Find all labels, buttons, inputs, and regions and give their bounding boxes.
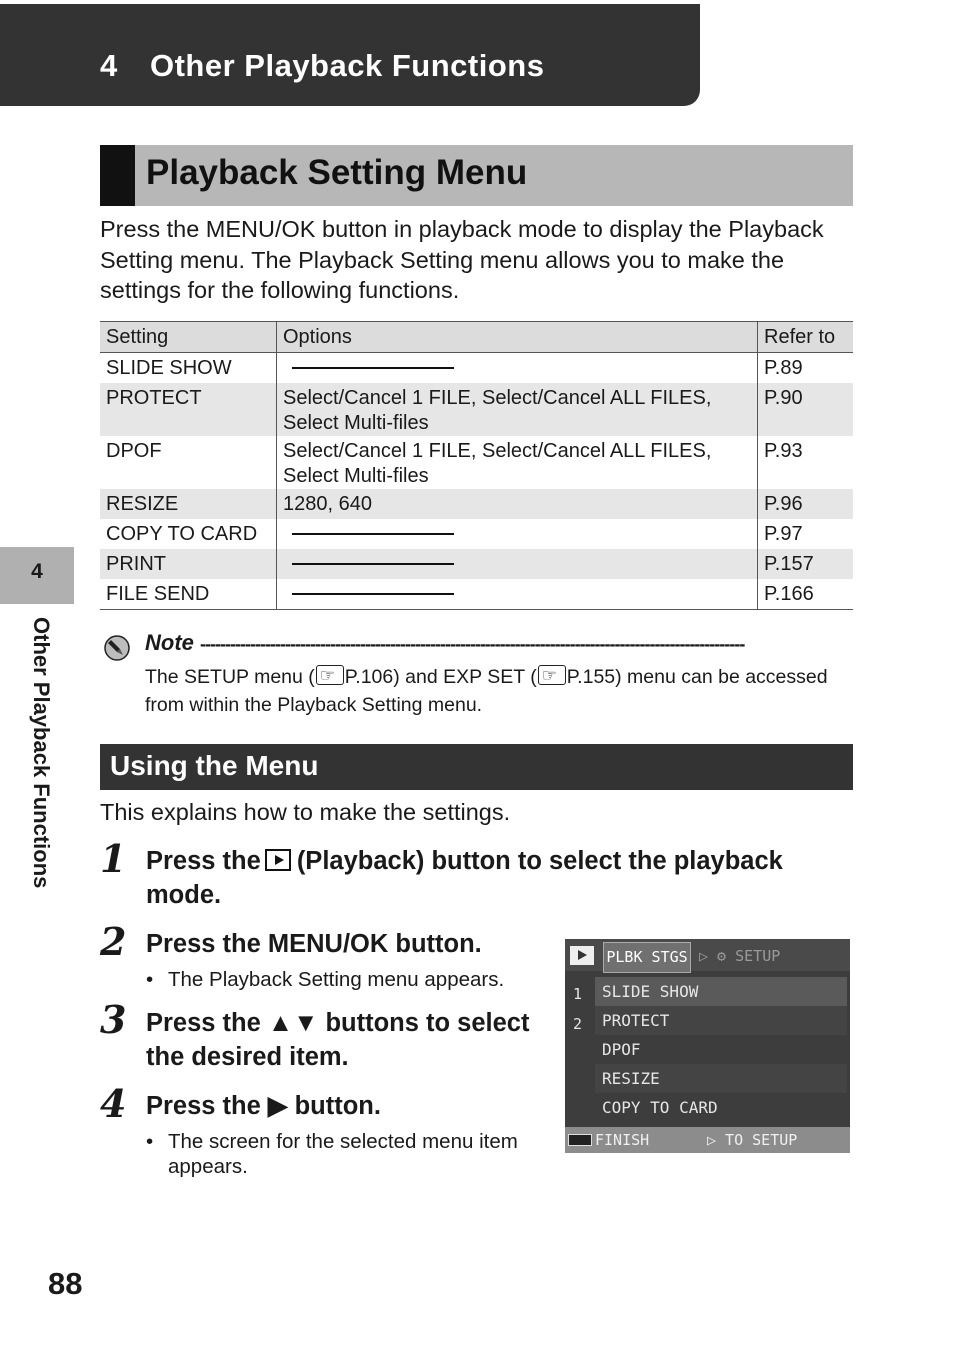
note-text-part: ) menu can be accessed from within the Playback Setting menu.: [145, 666, 828, 716]
cell-options: [277, 549, 758, 579]
header-setting: Setting: [100, 322, 277, 353]
note-rule: -------------------------------------------------------------------------------------------------------------: [200, 634, 745, 654]
no-options-dash: [292, 367, 454, 369]
cell-ref: P.89: [764, 357, 803, 379]
step-text: Press the ▶ button.: [146, 1092, 381, 1120]
cell-setting: PROTECT: [100, 383, 277, 436]
cell-options: [277, 353, 758, 384]
cell-options: [277, 579, 758, 610]
playback-tab-icon: [570, 946, 594, 965]
camera-page-1: 1: [573, 985, 583, 1003]
cell-setting: COPY TO CARD: [106, 523, 258, 545]
settings-table: [100, 321, 853, 610]
note-ref: P.106: [344, 666, 394, 688]
section-title: Playback Setting Menu: [146, 153, 528, 192]
camera-tab-playback-settings: PLBK STGS: [603, 942, 691, 973]
camera-menu-item: RESIZE: [595, 1064, 847, 1093]
camera-footer-finish: FINISH: [595, 1131, 650, 1149]
header-options: Options: [277, 322, 758, 353]
camera-tab-bar: [565, 939, 850, 971]
camera-tab-setup: ▷ ⚙ SETUP: [699, 947, 781, 965]
table-row: [100, 519, 853, 549]
no-options-dash: [292, 563, 454, 565]
cell-options: 1280, 640: [277, 489, 758, 519]
step-number: 2: [100, 919, 127, 964]
camera-menu-item: PROTECT: [595, 1006, 847, 1035]
note-text-part: ) and EXP SET (: [393, 666, 537, 688]
cell-ref: P.97: [764, 523, 803, 545]
cell-ref: P.96: [758, 489, 854, 519]
step-text-part: Press the: [146, 847, 261, 875]
step-bullet-text: The Playback Setting menu appears.: [168, 968, 505, 991]
step-text-part: (Playback) button to select the playback mode.: [146, 847, 783, 909]
step-text: Press the MENU/OK button.: [146, 930, 482, 958]
subsection-intro: This explains how to make the settings.: [100, 799, 511, 825]
cell-ref: P.166: [758, 579, 854, 610]
cell-options: Select/Cancel 1 FILE, Select/Cancel ALL FILES, Select Multi-files: [277, 436, 758, 489]
page-number: 88: [48, 1266, 83, 1301]
cell-setting: SLIDE SHOW: [106, 357, 232, 379]
camera-footer-to-setup: ▷ TO SETUP: [707, 1131, 798, 1149]
side-chapter-number: 4: [31, 560, 43, 583]
note-label: Note: [145, 630, 194, 655]
no-options-dash: [292, 593, 454, 595]
header-refer-to: Refer to: [758, 322, 854, 353]
page-reference-icon: [538, 665, 566, 685]
cell-setting: FILE SEND: [100, 579, 277, 610]
cell-setting: DPOF: [106, 440, 162, 462]
cell-ref: P.157: [758, 549, 854, 579]
camera-page-2: 2: [573, 1015, 583, 1033]
cell-ref: P.93: [764, 440, 803, 462]
cell-ref: P.90: [758, 383, 854, 436]
camera-menu-item: COPY TO CARD: [602, 1098, 718, 1117]
table-row: [100, 549, 853, 579]
note-text-part: The SETUP menu (: [145, 666, 315, 688]
note-heading: [145, 630, 855, 660]
step-text: [146, 844, 856, 912]
cell-options: Select/Cancel 1 FILE, Select/Cancel ALL FILES, Select Multi-files: [277, 383, 758, 436]
table-row: [100, 436, 853, 489]
playback-button-icon: [265, 849, 291, 871]
cell-setting: PRINT: [100, 549, 277, 579]
section-intro: Press the MENU/OK button in playback mode to display the Playback Setting menu. The Playback Setting menu allows you to make the settings for the following functions.: [100, 216, 824, 303]
camera-menu-item: DPOF: [602, 1040, 641, 1059]
cell-setting: RESIZE: [100, 489, 277, 519]
camera-menu-screenshot: [565, 939, 850, 1153]
subsection-title: Using the Menu: [110, 750, 319, 781]
step-number: 1: [100, 836, 127, 881]
note-text: [145, 663, 855, 719]
step-text: Press the ▲▼ buttons to select the desired item.: [146, 1009, 530, 1071]
step-bullet-text: The screen for the selected menu item appears.: [168, 1130, 518, 1178]
table-row: [100, 383, 853, 436]
page-reference-icon: [316, 665, 344, 685]
table-row: [100, 579, 853, 610]
side-chapter-label: Other Playback Functions: [29, 617, 54, 889]
table-row: [100, 353, 853, 384]
step-bullet: • The Playback Setting menu appears.: [146, 968, 505, 991]
note-pencil-icon: [103, 633, 131, 661]
note-ref: P.155: [566, 666, 616, 688]
cell-options: [277, 519, 758, 549]
menu-button-icon: [568, 1134, 592, 1146]
step-number: 4: [100, 1081, 127, 1126]
chapter-title-text: Other Playback Functions: [150, 48, 545, 83]
camera-menu-item: SLIDE SHOW: [595, 977, 847, 1006]
step-bullet: • The screen for the selected menu item appears.: [146, 1129, 546, 1181]
chapter-number: 4: [100, 48, 118, 83]
no-options-dash: [292, 533, 454, 535]
section-marker: [100, 145, 135, 206]
step-number: 3: [100, 997, 127, 1042]
camera-footer: [565, 1127, 850, 1153]
table-row: [100, 489, 853, 519]
chapter-title: [100, 48, 544, 84]
table-header-row: [100, 322, 853, 353]
camera-menu-list: [595, 977, 847, 1122]
